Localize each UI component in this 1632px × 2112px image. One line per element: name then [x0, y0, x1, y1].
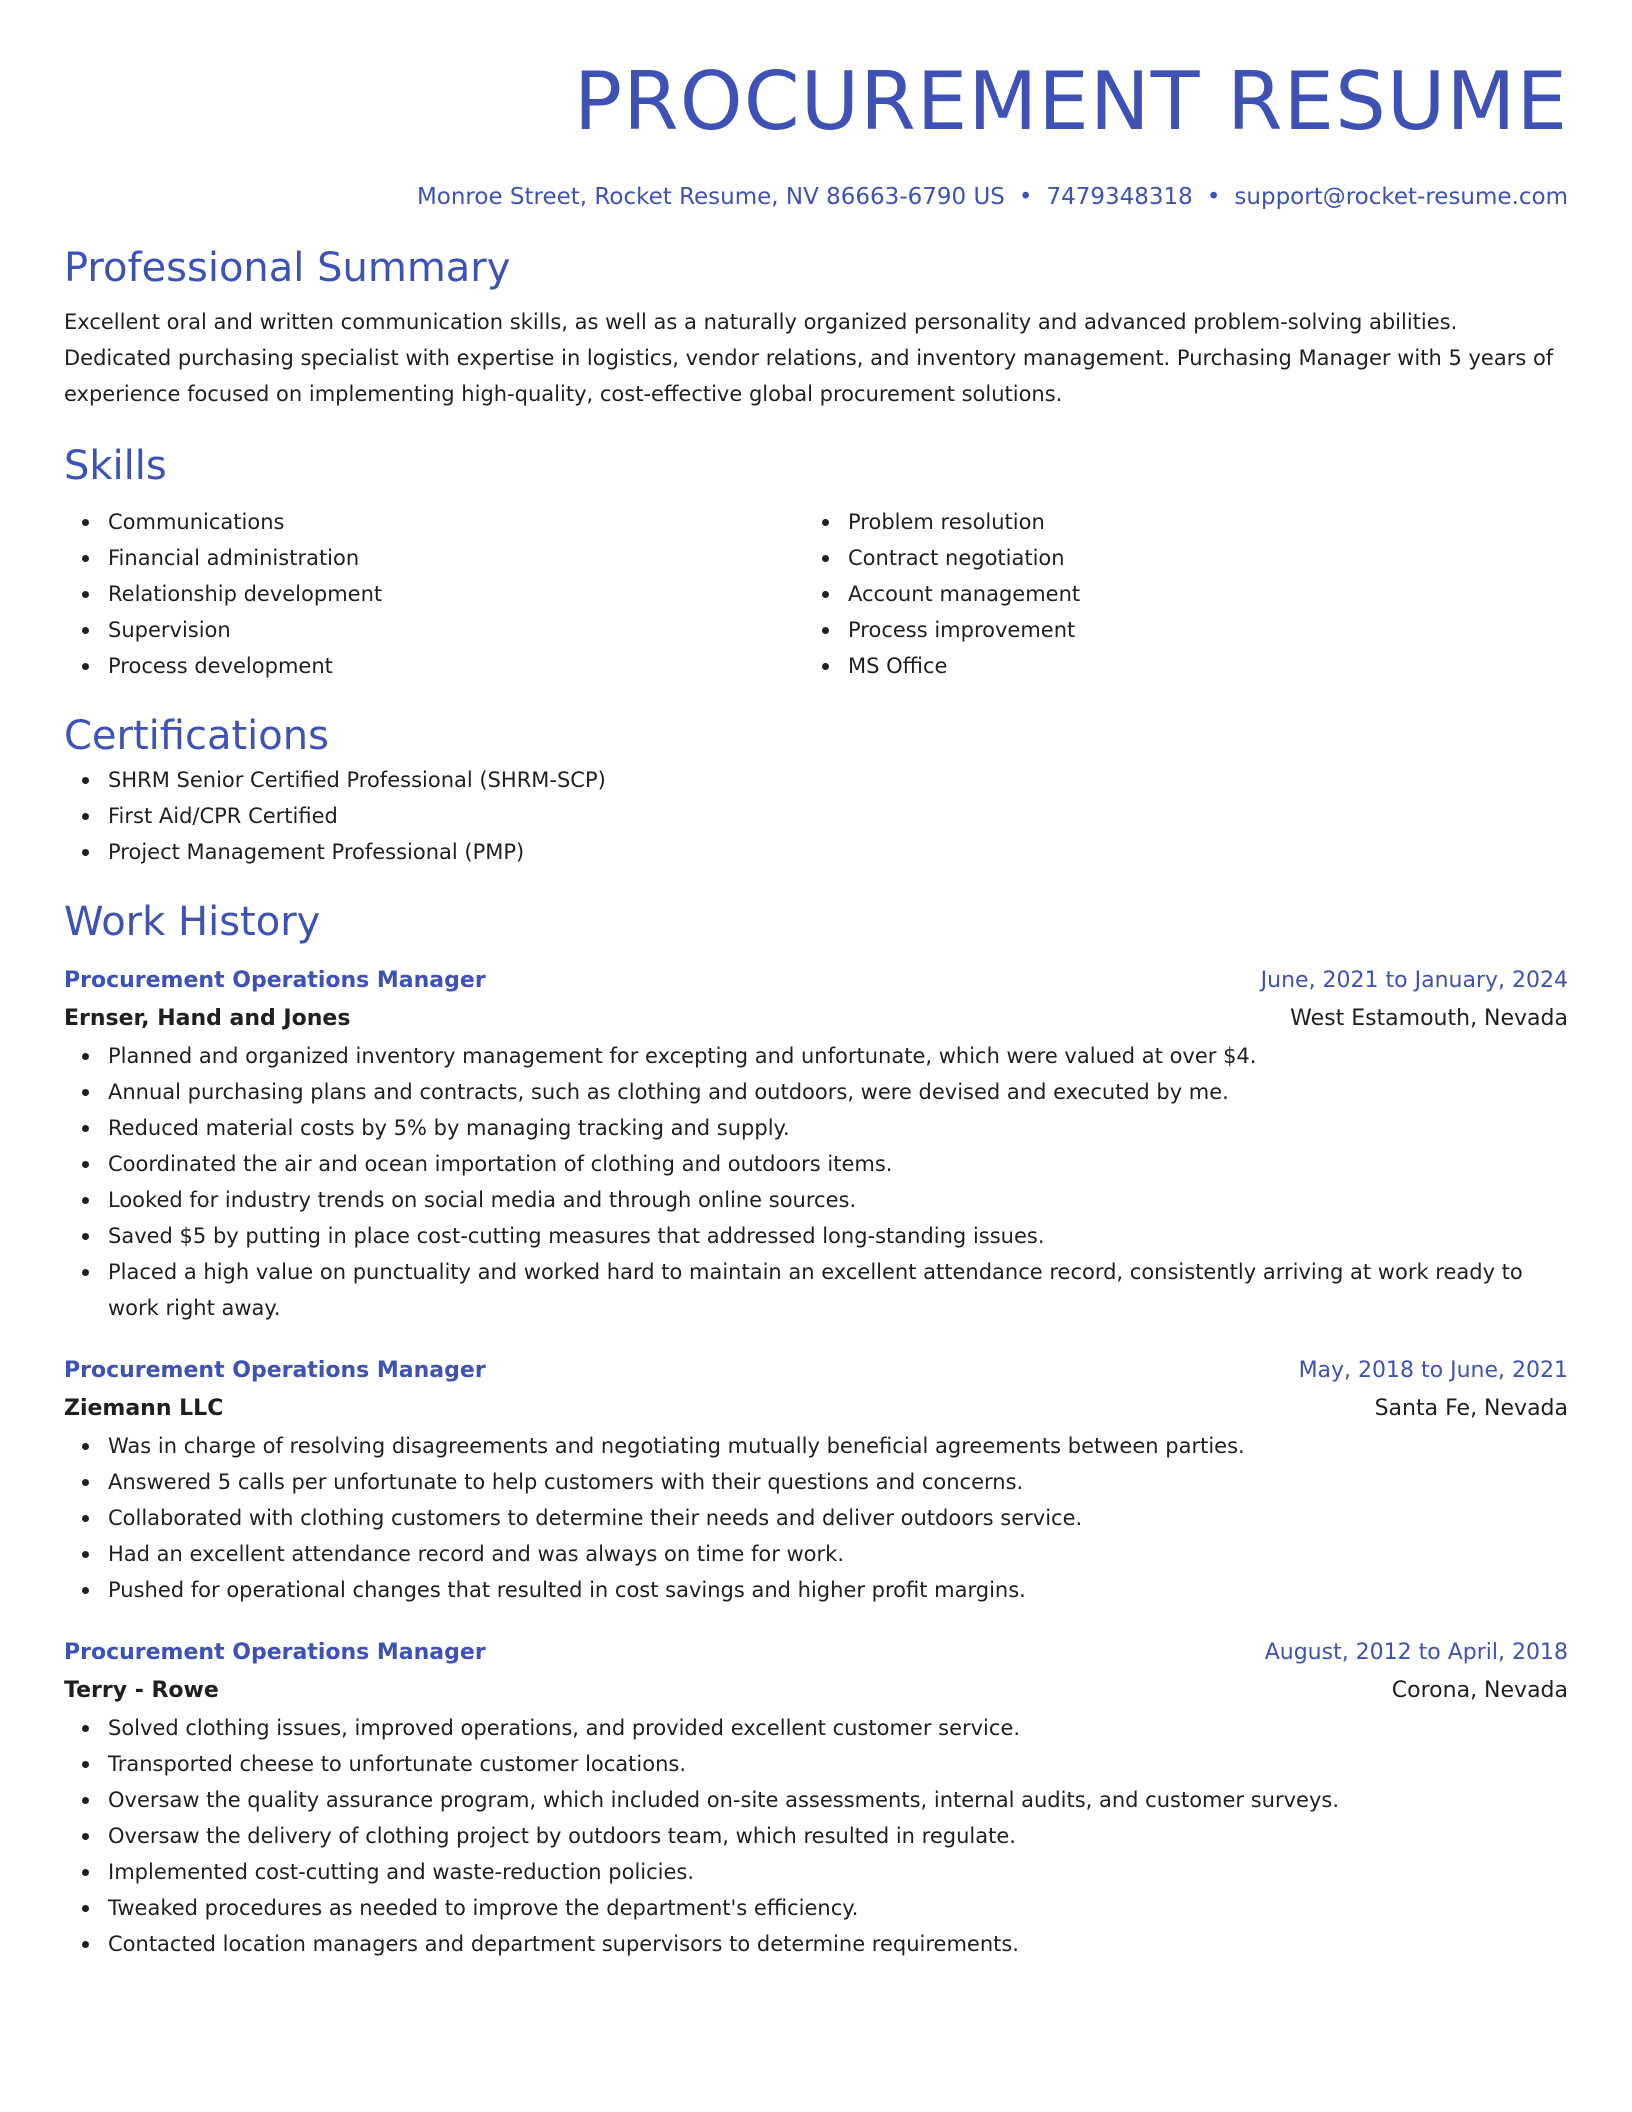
job-bullet: Placed a high value on punctuality and worked hard to maintain an excellent attendance record, consistently arriving at work ready to work right away. — [108, 1254, 1568, 1326]
job-company: Ziemann LLC — [64, 1396, 224, 1421]
contact-line — [64, 182, 1568, 212]
job-bullet: Oversaw the delivery of clothing project by outdoors team, which resulted in regulate. — [108, 1818, 1568, 1854]
contact-separator: • — [1206, 184, 1221, 210]
skill-item: MS Office — [848, 648, 1544, 684]
job-entry — [64, 1634, 1568, 1962]
job-location: Santa Fe, Nevada — [1374, 1396, 1568, 1421]
job-entry — [64, 1352, 1568, 1608]
skills-list-left — [64, 504, 804, 684]
skill-item: Relationship development — [108, 576, 804, 612]
job-title-row — [64, 1634, 1568, 1672]
job-dates: May, 2018 to June, 2021 — [1298, 1358, 1568, 1383]
skills-column-left — [64, 504, 804, 684]
resume-header — [64, 50, 1568, 212]
job-bullet: Saved $5 by putting in place cost-cutting measures that addressed long-standing issues. — [108, 1218, 1568, 1254]
job-bullet: Had an excellent attendance record and was always on time for work. — [108, 1536, 1568, 1572]
job-bullet: Tweaked procedures as needed to improve the department's efficiency. — [108, 1890, 1568, 1926]
summary-section — [64, 242, 1568, 412]
skills-section — [64, 440, 1568, 684]
job-bullet: Pushed for operational changes that resulted in cost savings and higher profit margins. — [108, 1572, 1568, 1608]
job-bullets — [64, 1428, 1568, 1608]
job-title-row — [64, 962, 1568, 1000]
certification-item: SHRM Senior Certified Professional (SHRM-SCP) — [108, 762, 1568, 798]
skills-list-right — [804, 504, 1544, 684]
summary-text: Excellent oral and written communication skills, as well as a naturally organized personality and advanced problem-solving abilities. Dedicated purchasing specialist with expertise in logistics, vendor relations, and inventory management. Purchasing Manager with 5 years of experience focused on implementing high-quality, cost-effective global procurement solutions. — [64, 310, 1554, 406]
job-bullet: Planned and organized inventory management for excepting and unfortunate, which were valued at over $4. — [108, 1038, 1568, 1074]
skill-item: Supervision — [108, 612, 804, 648]
skill-item: Account management — [848, 576, 1544, 612]
resume-title: PROCUREMENT RESUME — [573, 55, 1568, 148]
job-bullets — [64, 1710, 1568, 1962]
skill-item: Problem resolution — [848, 504, 1544, 540]
job-bullet: Annual purchasing plans and contracts, such as clothing and outdoors, were devised and executed by me. — [108, 1074, 1568, 1110]
skill-item: Financial administration — [108, 540, 804, 576]
job-bullet: Collaborated with clothing customers to determine their needs and deliver outdoors service. — [108, 1500, 1568, 1536]
job-bullet: Contacted location managers and department supervisors to determine requirements. — [108, 1926, 1568, 1962]
skills-column-right — [804, 504, 1544, 684]
job-dates: August, 2012 to April, 2018 — [1264, 1640, 1568, 1665]
job-company-row — [64, 1672, 1568, 1710]
certifications-heading: Certifications — [64, 713, 329, 759]
job-bullet: Reduced material costs by 5% by managing tracking and supply. — [108, 1110, 1568, 1146]
job-title: Procurement Operations Manager — [64, 1640, 486, 1665]
contact-separator: • — [1018, 184, 1033, 210]
work-history-heading: Work History — [64, 899, 321, 945]
skills-grid — [64, 504, 1568, 684]
skill-item: Communications — [108, 504, 804, 540]
job-dates: June, 2021 to January, 2024 — [1260, 968, 1568, 993]
job-title-row — [64, 1352, 1568, 1390]
job-bullet: Was in charge of resolving disagreements and negotiating mutually beneficial agreements between parties. — [108, 1428, 1568, 1464]
job-bullet: Coordinated the air and ocean importation of clothing and outdoors items. — [108, 1146, 1568, 1182]
contact-phone: 7479348318 — [1046, 184, 1193, 210]
job-location: West Estamouth, Nevada — [1290, 1006, 1568, 1031]
work-history-section — [64, 896, 1568, 1962]
job-bullet: Oversaw the quality assurance program, which included on-site assessments, internal audits, and customer surveys. — [108, 1782, 1568, 1818]
job-bullet: Solved clothing issues, improved operations, and provided excellent customer service. — [108, 1710, 1568, 1746]
job-title: Procurement Operations Manager — [64, 1358, 486, 1383]
skill-item: Process development — [108, 648, 804, 684]
job-company-row — [64, 1390, 1568, 1428]
summary-heading: Professional Summary — [64, 245, 511, 291]
certification-item: First Aid/CPR Certified — [108, 798, 1568, 834]
job-title: Procurement Operations Manager — [64, 968, 486, 993]
job-bullet: Looked for industry trends on social media and through online sources. — [108, 1182, 1568, 1218]
job-bullet: Transported cheese to unfortunate customer locations. — [108, 1746, 1568, 1782]
skill-item: Contract negotiation — [848, 540, 1544, 576]
certification-item: Project Management Professional (PMP) — [108, 834, 1568, 870]
job-entry — [64, 962, 1568, 1326]
certifications-list — [64, 762, 1568, 870]
job-bullet: Implemented cost-cutting and waste-reduction policies. — [108, 1854, 1568, 1890]
job-bullet: Answered 5 calls per unfortunate to help customers with their questions and concerns. — [108, 1464, 1568, 1500]
job-company: Ernser, Hand and Jones — [64, 1006, 351, 1031]
job-company: Terry - Rowe — [64, 1678, 219, 1703]
contact-address: Monroe Street, Rocket Resume, NV 86663-6790 US — [416, 184, 1005, 210]
job-bullets — [64, 1038, 1568, 1326]
skills-heading: Skills — [64, 443, 167, 489]
skill-item: Process improvement — [848, 612, 1544, 648]
job-location: Corona, Nevada — [1391, 1678, 1568, 1703]
job-company-row — [64, 1000, 1568, 1038]
certifications-section — [64, 710, 1568, 870]
contact-email: support@rocket-resume.com — [1234, 184, 1568, 210]
